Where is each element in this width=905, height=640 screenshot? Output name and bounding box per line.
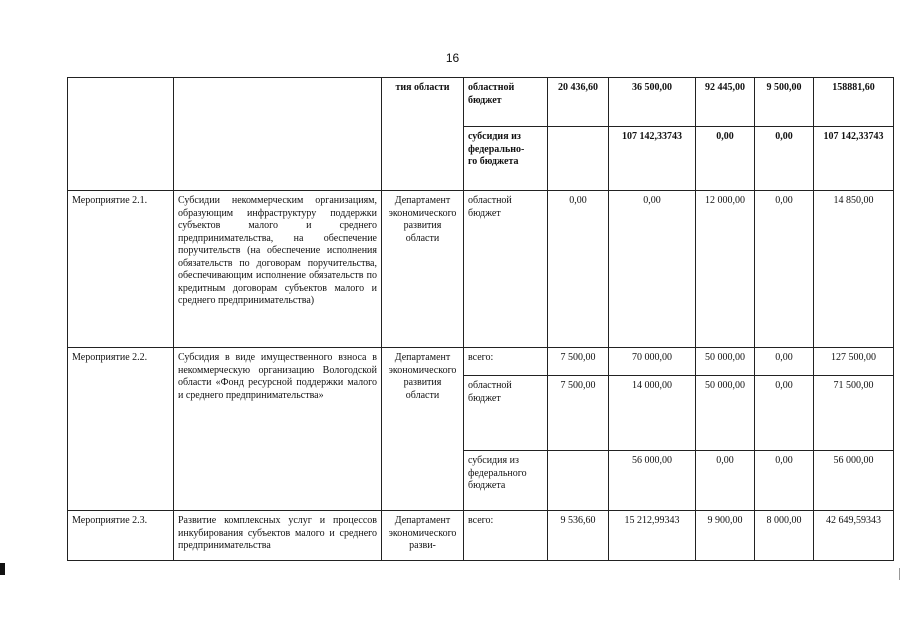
event-description-cell: Субсидии некоммерческим организациям, образующим инфраструктуру поддержки субъектов малого и среднего предпринимательства, на обеспечение поручительств (на обеспечение исполнения обязательств по договорам поручительства, обеспечивающим исполнение обязательств по кредитным договорам субъектов малого и среднего предпринимательства) bbox=[174, 191, 382, 348]
funding-source-cell: областной бюджет bbox=[464, 376, 548, 451]
value-cell: 0,00 bbox=[755, 451, 814, 511]
value-cell: 71 500,00 bbox=[814, 376, 894, 451]
table-row bbox=[68, 78, 894, 127]
value-cell: 107 142,33743 bbox=[609, 127, 696, 191]
table-row bbox=[68, 511, 894, 561]
funding-source-cell: областной бюджет bbox=[464, 191, 548, 348]
value-cell: 127 500,00 bbox=[814, 348, 894, 376]
value-cell: 0,00 bbox=[755, 127, 814, 191]
table-row bbox=[68, 191, 894, 348]
value-cell: 158881,60 bbox=[814, 78, 894, 127]
value-cell: 50 000,00 bbox=[696, 376, 755, 451]
value-cell: 9 536,60 bbox=[548, 511, 609, 561]
value-cell: 0,00 bbox=[696, 127, 755, 191]
funding-source-cell: субсидия из федерального бюджета bbox=[464, 451, 548, 511]
value-cell: 15 212,99343 bbox=[609, 511, 696, 561]
funding-source-cell bbox=[464, 127, 548, 191]
value-cell: 9 900,00 bbox=[696, 511, 755, 561]
value-cell: 50 000,00 bbox=[696, 348, 755, 376]
scan-edge-mark bbox=[0, 563, 5, 575]
funding-source-line: го бюджета bbox=[468, 156, 519, 167]
page-number: 16 bbox=[445, 51, 460, 65]
department-cell: Департамент экономического развития области bbox=[382, 191, 464, 348]
funding-source-line: субсидия из bbox=[468, 131, 521, 142]
event-description-cell: Развитие комплексных услуг и процессов инкубирования субъектов малого и среднего предпринимательства bbox=[174, 511, 382, 561]
value-cell: 12 000,00 bbox=[696, 191, 755, 348]
event-description-cell: Субсидия в виде имущественного взноса в некоммерческую организацию Вологодской области «Фонд ресурсной поддержки малого и среднего предпринимательства» bbox=[174, 348, 382, 511]
value-cell: 70 000,00 bbox=[609, 348, 696, 376]
event-description-cell bbox=[174, 78, 382, 191]
value-cell: 9 500,00 bbox=[755, 78, 814, 127]
event-id-cell bbox=[68, 78, 174, 191]
event-id-cell: Мероприятие 2.1. bbox=[68, 191, 174, 348]
value-cell: 7 500,00 bbox=[548, 376, 609, 451]
funding-source-line: федерально- bbox=[468, 143, 525, 155]
funding-source-cell: всего: bbox=[464, 348, 548, 376]
scan-edge-tick bbox=[899, 568, 900, 580]
event-id-cell: Мероприятие 2.3. bbox=[68, 511, 174, 561]
value-cell: 14 000,00 bbox=[609, 376, 696, 451]
funding-source-cell: областной бюджет bbox=[464, 78, 548, 127]
value-cell: 0,00 bbox=[548, 191, 609, 348]
value-cell: 0,00 bbox=[755, 191, 814, 348]
department-cell: Департамент экономического разви- bbox=[382, 511, 464, 561]
value-cell: 42 649,59343 bbox=[814, 511, 894, 561]
department-cell: Департамент экономического развития области bbox=[382, 348, 464, 511]
value-cell: 7 500,00 bbox=[548, 348, 609, 376]
value-cell: 56 000,00 bbox=[609, 451, 696, 511]
value-cell bbox=[548, 451, 609, 511]
table-row bbox=[68, 348, 894, 376]
value-cell: 0,00 bbox=[696, 451, 755, 511]
value-cell: 36 500,00 bbox=[609, 78, 696, 127]
value-cell: 0,00 bbox=[755, 348, 814, 376]
value-cell: 92 445,00 bbox=[696, 78, 755, 127]
value-cell bbox=[548, 127, 609, 191]
value-cell: 0,00 bbox=[755, 376, 814, 451]
value-cell: 14 850,00 bbox=[814, 191, 894, 348]
value-cell: 8 000,00 bbox=[755, 511, 814, 561]
value-cell: 0,00 bbox=[609, 191, 696, 348]
value-cell: 107 142,33743 bbox=[814, 127, 894, 191]
event-id-cell: Мероприятие 2.2. bbox=[68, 348, 174, 511]
value-cell: 20 436,60 bbox=[548, 78, 609, 127]
value-cell: 56 000,00 bbox=[814, 451, 894, 511]
funding-source-cell: всего: bbox=[464, 511, 548, 561]
department-cell: тия области bbox=[382, 78, 464, 191]
budget-table bbox=[67, 77, 894, 561]
